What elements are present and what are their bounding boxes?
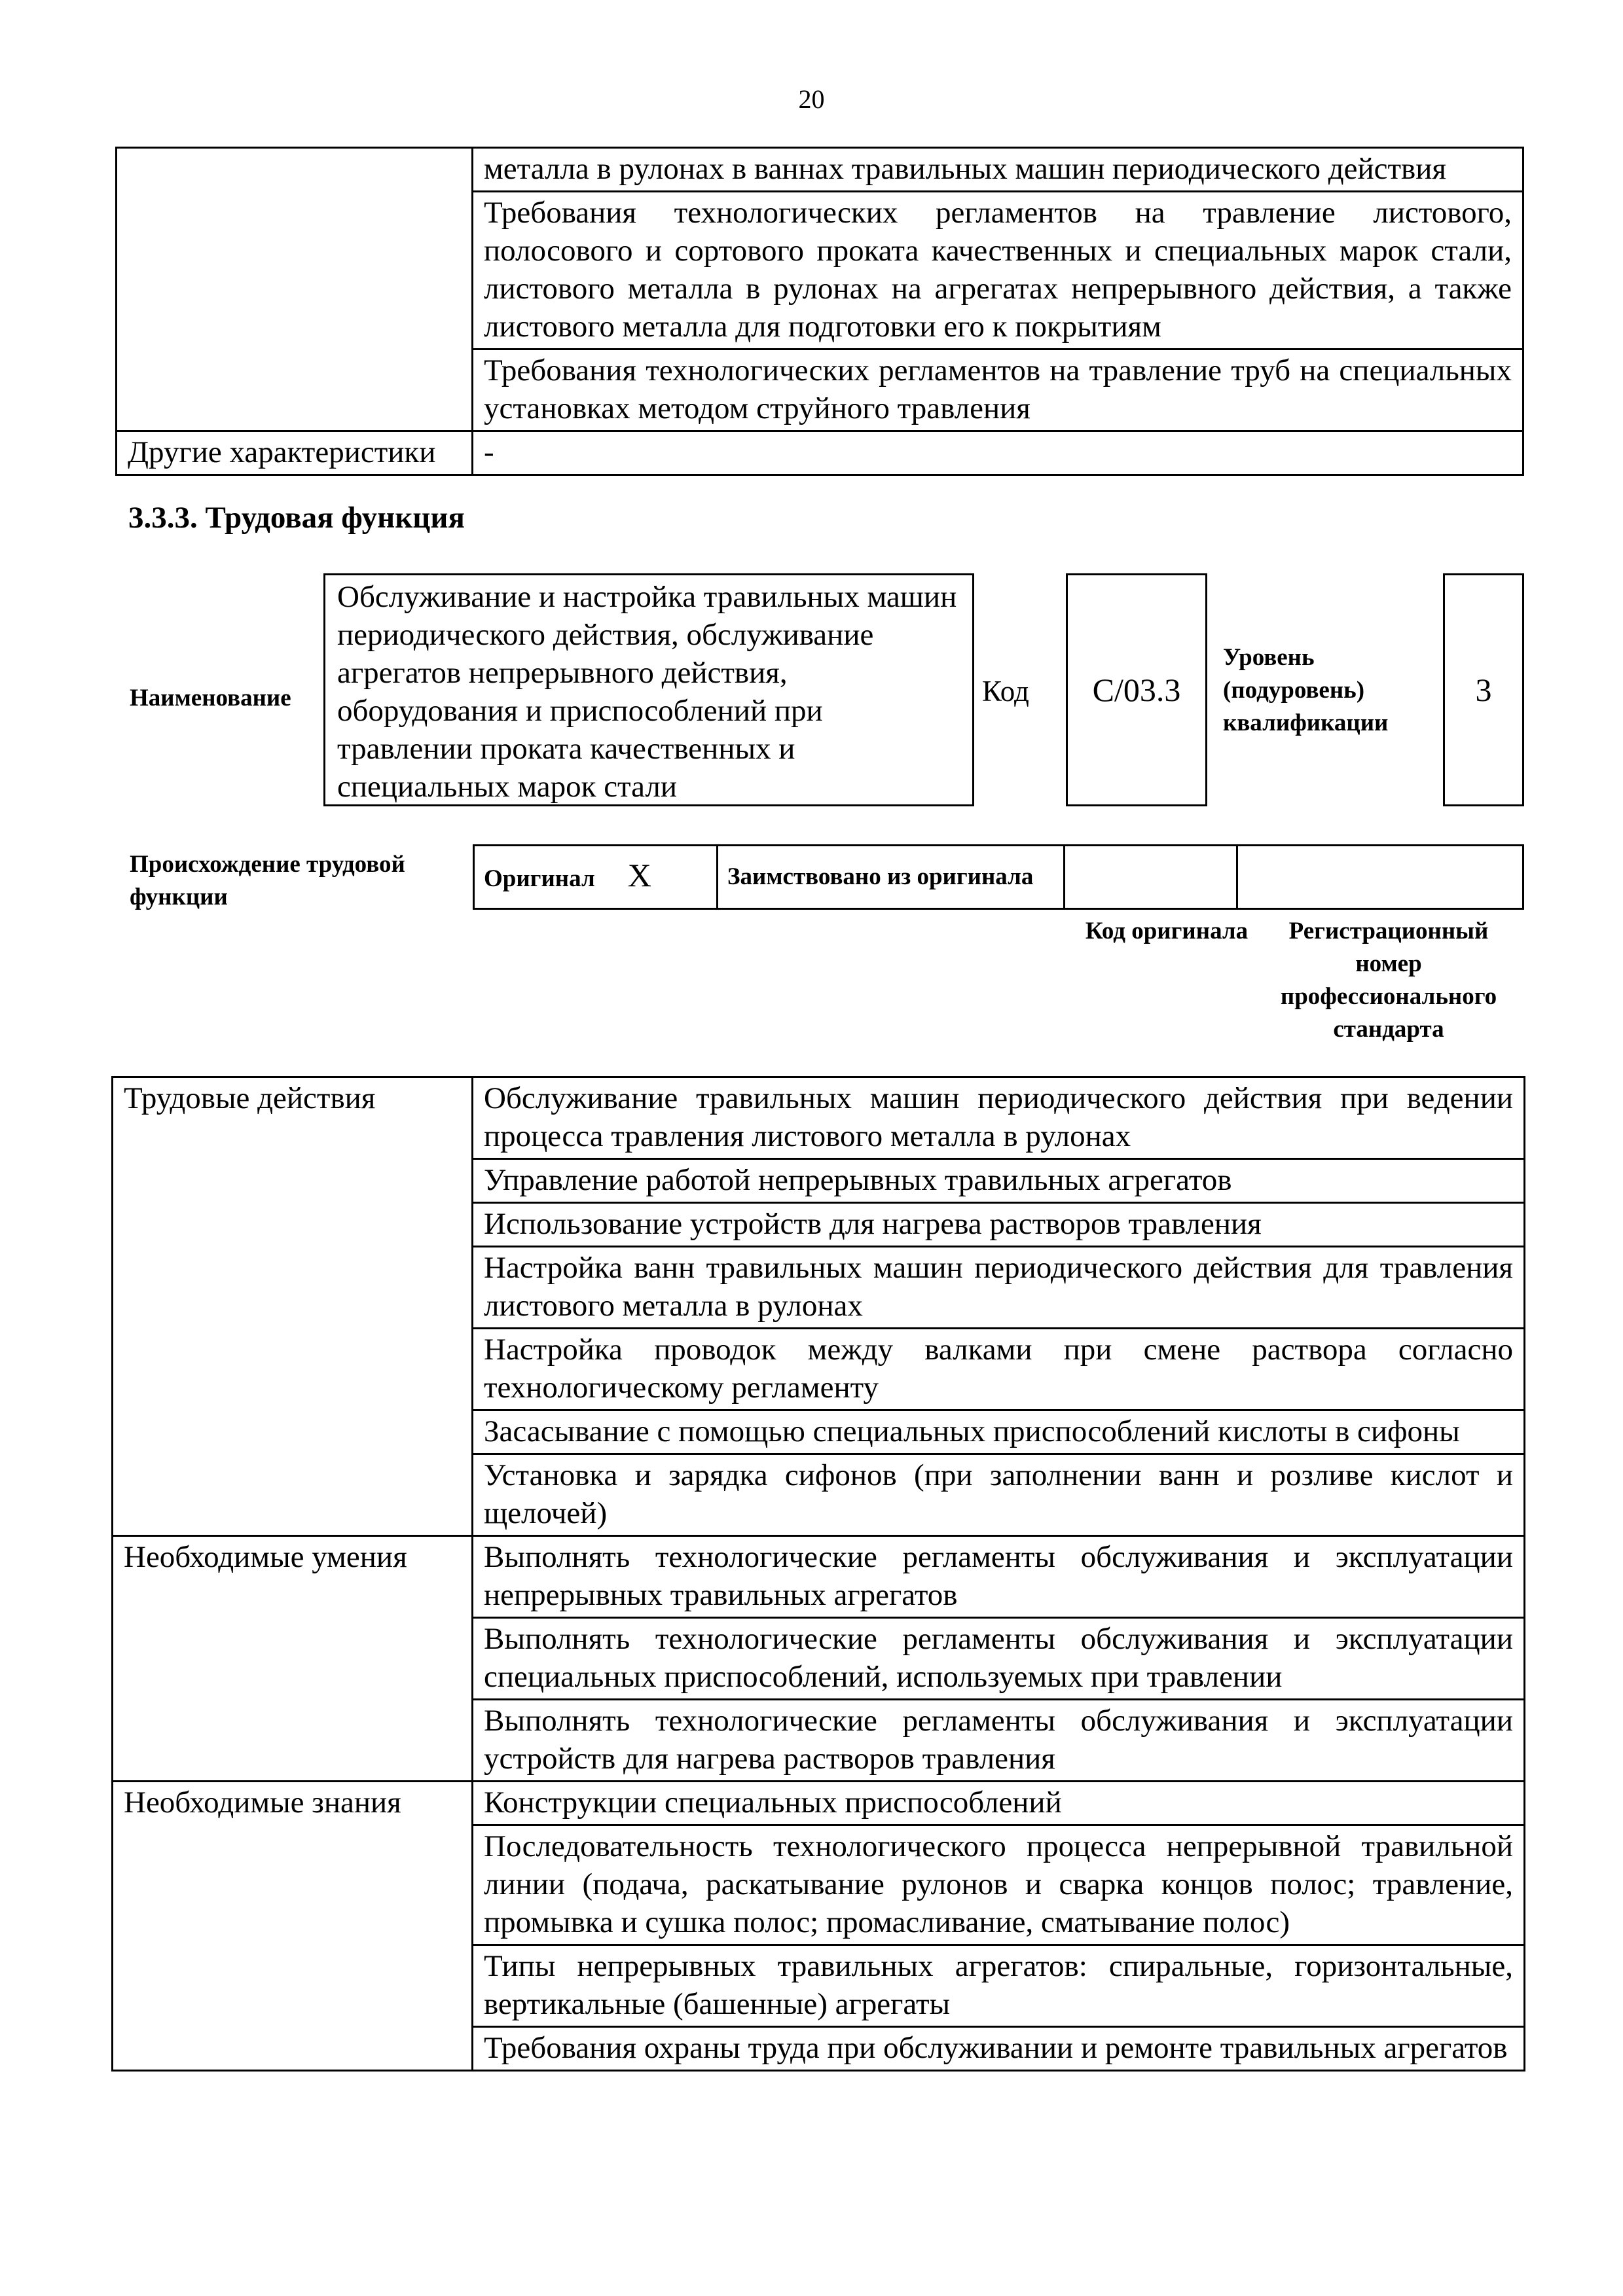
table-cell: Выполнять технологические регламенты обслуживания и эксплуатации непрерывных травильных агрегатов xyxy=(473,1536,1525,1618)
table-cell: Типы непрерывных травильных агрегатов: спиральные, горизонтальные, вертикальные (башенные) агрегаты xyxy=(473,1945,1525,2027)
table-cell: Управление работой непрерывных травильных агрегатов xyxy=(473,1159,1525,1203)
code-label: Код xyxy=(982,675,1029,708)
labor-actions-label: Трудовые действия xyxy=(113,1077,473,1536)
empty-label-cell xyxy=(117,148,473,431)
labor-function-table xyxy=(111,1076,1525,2072)
top-continuation-table xyxy=(115,147,1524,476)
table-cell: Конструкции специальных приспособлений xyxy=(473,1782,1525,1825)
reg-number-caption: Регистрационный номер профессионального стандарта xyxy=(1280,918,1497,1043)
name-label: Наименование xyxy=(130,685,291,711)
table-row xyxy=(117,148,1523,192)
table-row xyxy=(113,1536,1525,1618)
origin-label: Происхождение трудовой функции xyxy=(130,851,405,910)
page-number: 20 xyxy=(798,84,825,114)
other-characteristics-value: - xyxy=(473,431,1523,475)
table-cell: Последовательность технологического процесса непрерывной травильной линии (подача, раскатывание рулонов и сварка концов полос; травление, промывка и сушка полос; промасливание, сматывание полос) xyxy=(473,1825,1525,1945)
original-label: Оригинал xyxy=(484,865,595,892)
qualification-level-box: 3 xyxy=(1443,573,1524,806)
table-row xyxy=(113,1077,1525,1159)
function-name-box: Обслуживание и настройка травильных машин периодического действия, обслуживание агрегатов непрерывного действия, оборудования и приспособлений при травлении проката качественных и специальных марок стали xyxy=(323,573,974,806)
table-cell: Требования технологических регламентов на травление труб на специальных установках методом струйного травления xyxy=(473,350,1523,431)
original-cell xyxy=(474,846,718,909)
table-cell: Использование устройств для нагрева растворов травления xyxy=(473,1203,1525,1247)
other-characteristics-label: Другие характеристики xyxy=(117,431,473,475)
table-cell: Настройка проводок между валками при смене раствора согласно технологическому регламенту xyxy=(473,1329,1525,1410)
table-cell: Требования технологических регламентов на травление листового, полосового и сортового проката качественных и специальных марок стали, листового металла в рулонах на агрегатах непрерывного действия, а также листового металла для подготовки его к покрытиям xyxy=(473,192,1523,350)
table-cell: Требования охраны труда при обслуживании и ремонте травильных агрегатов xyxy=(473,2027,1525,2071)
table-cell: металла в рулонах в ваннах травильных машин периодического действия xyxy=(473,148,1523,192)
section-heading: 3.3.3. Трудовая функция xyxy=(128,501,465,535)
original-mark: X xyxy=(627,857,651,893)
required-skills-label: Необходимые умения xyxy=(113,1536,473,1782)
qualification-level-label: Уровень (подуровень) квалификации xyxy=(1223,644,1389,736)
table-cell: Установка и зарядка сифонов (при заполнении ванн и розливе кислот и щелочей) xyxy=(473,1454,1525,1536)
required-knowledge-label: Необходимые знания xyxy=(113,1782,473,2071)
table-cell: Настройка ванн травильных машин периодического действия для травления листового металла в рулонах xyxy=(473,1247,1525,1329)
table-cell: Выполнять технологические регламенты обслуживания и эксплуатации устройств для нагрева растворов травления xyxy=(473,1700,1525,1782)
table-row xyxy=(117,431,1523,475)
origin-table xyxy=(473,844,1524,910)
code-original-cell xyxy=(1065,846,1237,909)
table-cell: Обслуживание травильных машин периодического действия при ведении процесса травления листового металла в рулонах xyxy=(473,1077,1525,1159)
table-row xyxy=(474,846,1523,909)
table-cell: Выполнять технологические регламенты обслуживания и эксплуатации специальных приспособлений, используемых при травлении xyxy=(473,1618,1525,1700)
code-original-caption: Код оригинала xyxy=(1085,918,1249,944)
reg-number-cell xyxy=(1237,846,1523,909)
borrowed-label: Заимствовано из оригинала xyxy=(718,846,1065,909)
function-code-box: С/03.3 xyxy=(1066,573,1207,806)
table-cell: Засасывание с помощью специальных приспособлений кислоты в сифоны xyxy=(473,1410,1525,1454)
table-row xyxy=(113,1782,1525,1825)
